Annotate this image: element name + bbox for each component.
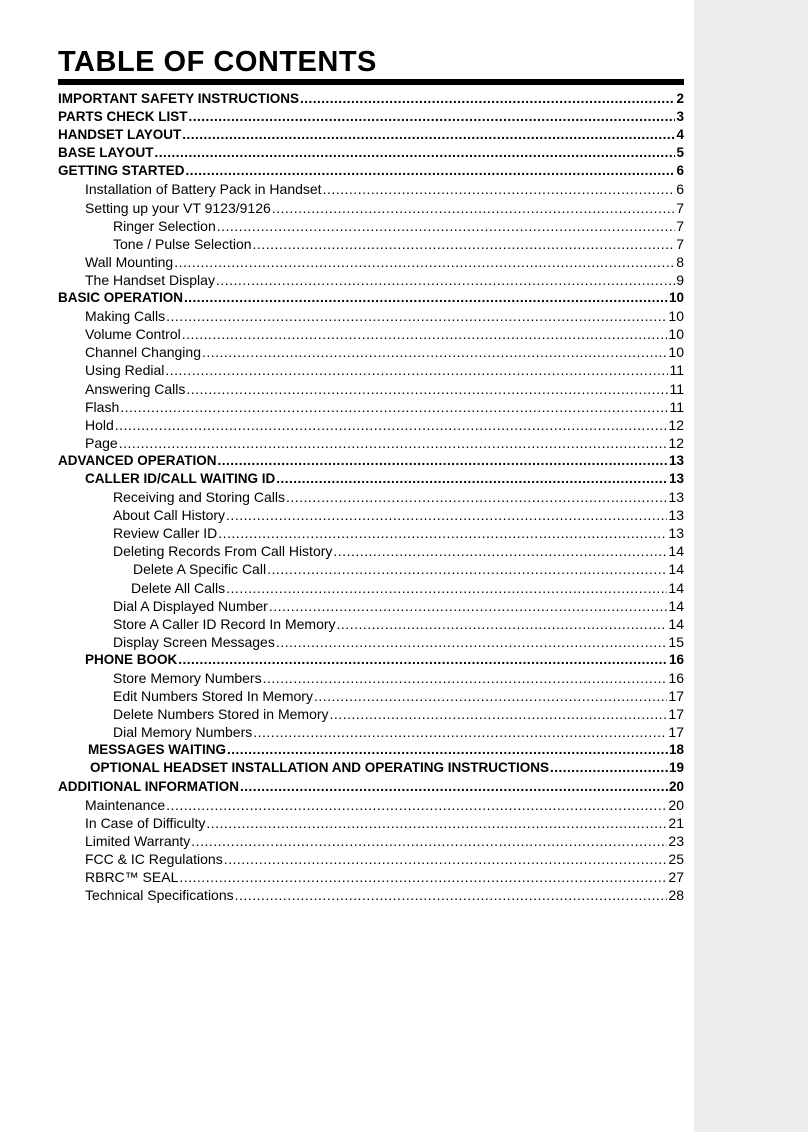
- toc-entry-page: 13: [668, 525, 684, 542]
- toc-entry-hold[interactable]: [58, 416, 684, 434]
- toc-entry-label: CALLER ID/CALL WAITING ID: [85, 470, 276, 486]
- dot-leader: [216, 271, 675, 289]
- dot-leader: [226, 506, 667, 524]
- toc-entry-page: 8: [676, 253, 684, 270]
- toc-entry-setting-up[interactable]: [58, 199, 684, 217]
- dot-leader: [300, 90, 675, 108]
- toc-entry-delete-numbers[interactable]: [58, 705, 684, 723]
- toc-entry-label: Edit Numbers Stored In Memory: [113, 688, 313, 705]
- dot-leader: [120, 398, 668, 416]
- dot-leader: [240, 778, 668, 796]
- toc-entry-making-calls[interactable]: [58, 307, 684, 325]
- toc-entry-technical-specifications[interactable]: [58, 886, 684, 904]
- toc-entry-advanced-operation[interactable]: [58, 452, 684, 470]
- toc-entry-page: 17: [668, 706, 684, 723]
- toc-entry-optional-headset[interactable]: [58, 759, 684, 777]
- dot-leader: [165, 361, 668, 379]
- dot-leader: [253, 723, 667, 741]
- toc-entry-edit-numbers[interactable]: [58, 687, 684, 705]
- dot-leader: [550, 759, 668, 777]
- toc-entry-tone-pulse[interactable]: [58, 235, 684, 253]
- toc-entry-label: Limited Warranty: [85, 832, 191, 849]
- toc-entry-page: 14: [668, 579, 684, 596]
- toc-entry-label: Store Memory Numbers: [113, 670, 262, 686]
- toc-entry-page: 6: [676, 163, 684, 179]
- toc-entry-limited-warranty[interactable]: [58, 832, 684, 850]
- toc-entry-page: 12: [668, 416, 684, 433]
- dot-leader: [314, 687, 667, 705]
- toc-entry-label: Tone / Pulse Selection: [113, 235, 252, 252]
- toc-entry-label: BASIC OPERATION: [58, 290, 184, 306]
- side-margin-strip: [694, 0, 808, 1132]
- toc-entry-page: 21: [668, 814, 684, 831]
- toc-entry-label: Delete A Specific Call: [133, 561, 267, 578]
- toc-entry-page: 4: [676, 127, 684, 143]
- toc-entry-flash[interactable]: [58, 398, 684, 416]
- page-title: TABLE OF CONTENTS: [58, 46, 377, 78]
- toc-entry-label: Making Calls: [85, 308, 166, 325]
- toc-entry-label: Volume Control: [85, 326, 181, 343]
- dot-leader: [115, 416, 668, 434]
- toc-entry-basic-operation[interactable]: [58, 289, 684, 307]
- dot-leader: [166, 307, 667, 325]
- dot-leader: [333, 542, 667, 560]
- toc-entry-page: 18: [668, 742, 684, 758]
- toc-entry-page: 20: [668, 796, 684, 813]
- toc-entry-page: 14: [668, 597, 684, 614]
- toc-entry-label: PHONE BOOK: [85, 651, 178, 667]
- dot-leader: [226, 579, 667, 597]
- toc-entry-label: Channel Changing: [85, 344, 201, 361]
- toc-entry-delete-all-calls[interactable]: [58, 579, 684, 597]
- toc-entry-page: 14: [668, 561, 684, 578]
- toc-entry-label: Flash: [85, 398, 120, 415]
- dot-leader: [166, 796, 667, 814]
- dot-leader: [178, 651, 668, 669]
- toc-entry-page: 11: [669, 398, 684, 415]
- toc-entry-page: 13: [668, 452, 684, 468]
- toc-entry-page: 15: [668, 633, 684, 650]
- toc-entry-page: 13: [668, 489, 684, 506]
- toc-entry-page: 17: [668, 724, 684, 741]
- dot-leader: [286, 488, 667, 506]
- dot-leader: [253, 235, 676, 253]
- toc-entry-page: 14: [668, 615, 684, 632]
- toc-entry-page: 7: [676, 217, 684, 234]
- toc-entry-label: Deleting Records From Call History: [113, 543, 333, 560]
- toc-entry-label: BASE LAYOUT: [58, 145, 154, 161]
- toc-entry-label: Store A Caller ID Record In Memory: [113, 615, 336, 632]
- toc-entry-page: 7: [676, 199, 684, 216]
- toc-entry-page: 13: [668, 507, 684, 524]
- toc-entry-base-layout[interactable]: [58, 144, 684, 162]
- toc-entry-store-caller-id-record[interactable]: [58, 615, 684, 633]
- toc-entry-label: Dial A Displayed Number: [113, 597, 268, 614]
- toc-entry-handset-display[interactable]: [58, 271, 684, 289]
- toc-entry-review-caller-id[interactable]: [58, 524, 684, 542]
- toc-entry-getting-started[interactable]: [58, 162, 684, 180]
- toc-entry-label: HANDSET LAYOUT: [58, 127, 182, 143]
- dot-leader: [235, 886, 668, 904]
- toc-entry-in-case-of-difficulty[interactable]: [58, 814, 684, 832]
- toc-entry-label: Page: [85, 434, 118, 451]
- toc-entry-answering-calls[interactable]: [58, 380, 684, 398]
- toc-entry-label: Delete Numbers Stored in Memory: [113, 706, 329, 723]
- toc-entry-label: Using Redial: [85, 362, 165, 379]
- dot-leader: [189, 108, 676, 126]
- toc-entry-messages-waiting[interactable]: [58, 741, 684, 759]
- toc-entry-label: GETTING STARTED: [58, 163, 185, 179]
- dot-leader: [276, 633, 668, 651]
- toc-entry-fcc-ic-regulations[interactable]: [58, 850, 684, 868]
- toc-entry-store-memory-numbers[interactable]: [58, 669, 684, 687]
- toc-entry-handset-layout[interactable]: [58, 126, 684, 144]
- toc-entry-label: Maintenance: [85, 796, 166, 813]
- toc-entry-page: 19: [668, 760, 684, 776]
- toc-entry-label: Answering Calls: [85, 380, 186, 397]
- toc-entry-using-redial[interactable]: [58, 361, 684, 379]
- toc-entry-label: About Call History: [113, 507, 226, 524]
- toc-entry-page: 27: [668, 869, 684, 886]
- toc-entry-delete-specific-call[interactable]: [58, 560, 684, 578]
- toc-entry-page: 2: [676, 91, 684, 106]
- toc-entry-parts-check-list[interactable]: [58, 108, 684, 126]
- dot-leader: [174, 253, 675, 271]
- dot-leader: [267, 560, 667, 578]
- toc-entry-label: FCC & IC Regulations: [85, 850, 223, 867]
- dot-leader: [276, 470, 668, 488]
- dot-leader: [337, 615, 668, 633]
- dot-leader: [155, 144, 676, 162]
- toc-entry-receiving-storing[interactable]: [58, 488, 684, 506]
- toc-entry-rbrc-seal[interactable]: [58, 868, 684, 886]
- title-rule: [58, 79, 684, 85]
- toc-entry-label: Installation of Battery Pack in Handset: [85, 181, 322, 198]
- toc-entry-additional-information[interactable]: [58, 778, 684, 796]
- toc-entry-page: 28: [668, 887, 684, 904]
- toc-entry-page: 16: [668, 670, 684, 686]
- toc-entry-wall-mounting[interactable]: [58, 253, 684, 271]
- dot-leader: [191, 832, 667, 850]
- dot-leader: [218, 524, 667, 542]
- toc-entry-page: 3: [676, 109, 684, 125]
- toc-list: [58, 90, 684, 904]
- toc-entry-maintenance[interactable]: [58, 796, 684, 814]
- toc-entry-page: 10: [668, 344, 684, 361]
- dot-leader: [184, 289, 668, 307]
- toc-entry-page: 13: [668, 470, 684, 486]
- toc-entry-label: ADVANCED OPERATION: [58, 452, 217, 468]
- dot-leader: [330, 705, 668, 723]
- toc-entry-battery-pack[interactable]: [58, 180, 684, 198]
- toc-entry-display-screen-messages[interactable]: [58, 633, 684, 651]
- toc-entry-page: 5: [676, 145, 684, 161]
- dot-leader: [263, 669, 668, 687]
- toc-entry-label: Review Caller ID: [113, 525, 218, 542]
- dot-leader: [182, 325, 668, 343]
- toc-entry-deleting-records[interactable]: [58, 542, 684, 560]
- toc-entry-page[interactable]: [58, 434, 684, 452]
- toc-entry-label: IMPORTANT SAFETY INSTRUCTIONS: [58, 91, 300, 106]
- toc-entry-page: 6: [676, 181, 684, 198]
- toc-entry-label: Display Screen Messages: [113, 633, 275, 650]
- toc-entry-page: 14: [668, 543, 684, 560]
- toc-entry-label: Hold: [85, 416, 114, 433]
- toc-entry-dial-displayed-number[interactable]: [58, 597, 684, 615]
- toc-entry-label: Delete All Calls: [131, 579, 226, 596]
- toc-entry-label: MESSAGES WAITING: [88, 742, 227, 758]
- toc-entry-page: 25: [668, 850, 684, 867]
- toc-entry-page: 11: [669, 380, 684, 397]
- toc-entry-label: In Case of Difficulty: [85, 814, 206, 831]
- toc-entry-label: Receiving and Storing Calls: [113, 489, 285, 506]
- dot-leader: [182, 126, 675, 144]
- dot-leader: [186, 162, 676, 180]
- toc-entry-page: 10: [668, 326, 684, 343]
- dot-leader: [272, 199, 675, 217]
- toc-entry-caller-id[interactable]: [58, 470, 684, 488]
- dot-leader: [206, 814, 667, 832]
- toc-entry-page: 10: [668, 308, 684, 325]
- toc-entry-page: 10: [668, 290, 684, 306]
- dot-leader: [227, 741, 668, 759]
- toc-entry-label: ADDITIONAL INFORMATION: [58, 778, 239, 794]
- toc-entry-label: Ringer Selection: [113, 217, 216, 234]
- toc-entry-page: 7: [676, 235, 684, 252]
- toc-entry-page: 11: [669, 362, 684, 379]
- dot-leader: [323, 180, 676, 198]
- toc-entry-page: 20: [668, 778, 684, 794]
- toc-entry-page: 16: [668, 651, 684, 667]
- toc-entry-phone-book[interactable]: [58, 651, 684, 669]
- toc-entry-label: Dial Memory Numbers: [113, 724, 253, 741]
- toc-entry-label: The Handset Display: [85, 271, 215, 288]
- toc-entry-ringer-selection[interactable]: [58, 217, 684, 235]
- dot-leader: [218, 452, 668, 470]
- dot-leader: [119, 434, 668, 452]
- toc-entry-important-safety-instructions[interactable]: [58, 90, 684, 108]
- toc-entry-label: PARTS CHECK LIST: [58, 109, 188, 125]
- toc-entry-dial-memory-numbers[interactable]: [58, 723, 684, 741]
- toc-entry-label: Setting up your VT 9123/9126: [85, 199, 271, 216]
- dot-leader: [224, 850, 668, 868]
- dot-leader: [202, 343, 667, 361]
- toc-entry-label: RBRC™ SEAL: [85, 869, 179, 886]
- toc-entry-volume-control[interactable]: [58, 325, 684, 343]
- toc-entry-label: Technical Specifications: [85, 887, 234, 904]
- toc-entry-page: 23: [668, 832, 684, 849]
- toc-entry-about-call-history[interactable]: [58, 506, 684, 524]
- toc-entry-page: 17: [668, 688, 684, 705]
- dot-leader: [179, 868, 667, 886]
- dot-leader: [269, 597, 668, 615]
- dot-leader: [186, 380, 668, 398]
- dot-leader: [217, 217, 675, 235]
- toc-entry-label: Wall Mounting: [85, 253, 174, 270]
- toc-entry-channel-changing[interactable]: [58, 343, 684, 361]
- toc-entry-label: OPTIONAL HEADSET INSTALLATION AND OPERATING INSTRUCTIONS: [90, 760, 549, 776]
- toc-entry-page: 9: [676, 271, 684, 288]
- toc-entry-page: 12: [668, 434, 684, 451]
